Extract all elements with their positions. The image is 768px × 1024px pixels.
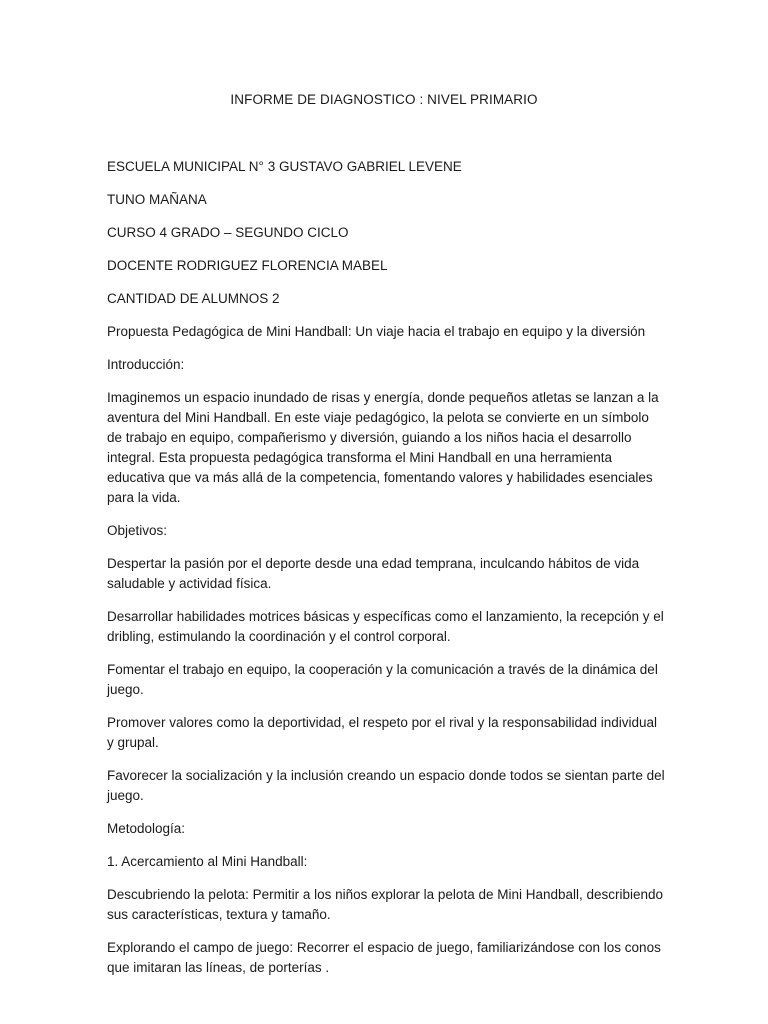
objective-item: Despertar la pasión por el deporte desde una edad temprana, inculcando hábitos de vida saludable y actividad física. — [107, 556, 640, 591]
methodology-item: Explorando el campo de juego: Recorrer el espacio de juego, familiarizándose con los conos que imitaran las líneas, de porterías . — [107, 940, 661, 975]
teacher: DOCENTE RODRIGUEZ FLORENCIA MABEL — [107, 258, 388, 273]
proposal-title: Propuesta Pedagógica de Mini Handball: Un viaje hacia el trabajo en equipo y la diversión — [107, 324, 646, 339]
objective-item: Fomentar el trabajo en equipo, la cooperación y la comunicación a través de la dinámica del juego. — [107, 662, 658, 697]
document-body — [107, 157, 667, 991]
methodology-item: Descubriendo la pelota: Permitir a los niños explorar la pelota de Mini Handball, describiendo sus características, textura y tamaño. — [107, 887, 664, 922]
shift: TUNO MAÑANA — [107, 192, 207, 207]
methodology-step: 1. Acercamiento al Mini Handball: — [107, 854, 308, 869]
student-count: CANTIDAD DE ALUMNOS 2 — [107, 291, 280, 306]
intro-heading: Introducción: — [107, 357, 185, 372]
objective-item: Favorecer la socialización y la inclusión creando un espacio donde todos se sientan parte del juego. — [107, 768, 665, 803]
school-name: ESCUELA MUNICIPAL N° 3 GUSTAVO GABRIEL LEVENE — [107, 159, 462, 174]
objective-item: Promover valores como la deportividad, el respeto por el rival y la responsabilidad individual y grupal. — [107, 715, 658, 750]
objective-item: Desarrollar habilidades motrices básicas y específicas como el lanzamiento, la recepción y el dribling, estimulando la coordinación y el control corporal. — [107, 609, 664, 644]
intro-paragraph: Imaginemos un espacio inundado de risas y energía, donde pequeños atletas se lanzan a la aventura del Mini Handball. En este viaje pedagógico, la pelota se convierte en un símbolo de trabajo en equipo, compañerismo y diversión, guiando a los niños hacia el desarrollo integral. Esta propuesta pedagógica transforma el Mini Handball en una herramienta educativa que va más allá de la competencia, fomentando valores y habilidades esenciales para la vida. — [107, 390, 659, 505]
methodology-heading: Metodología: — [107, 821, 186, 836]
document-title: INFORME DE DIAGNOSTICO : NIVEL PRIMARIO — [230, 92, 538, 107]
course: CURSO 4 GRADO – SEGUNDO CICLO — [107, 225, 349, 240]
objectives-heading: Objetivos: — [107, 523, 168, 538]
